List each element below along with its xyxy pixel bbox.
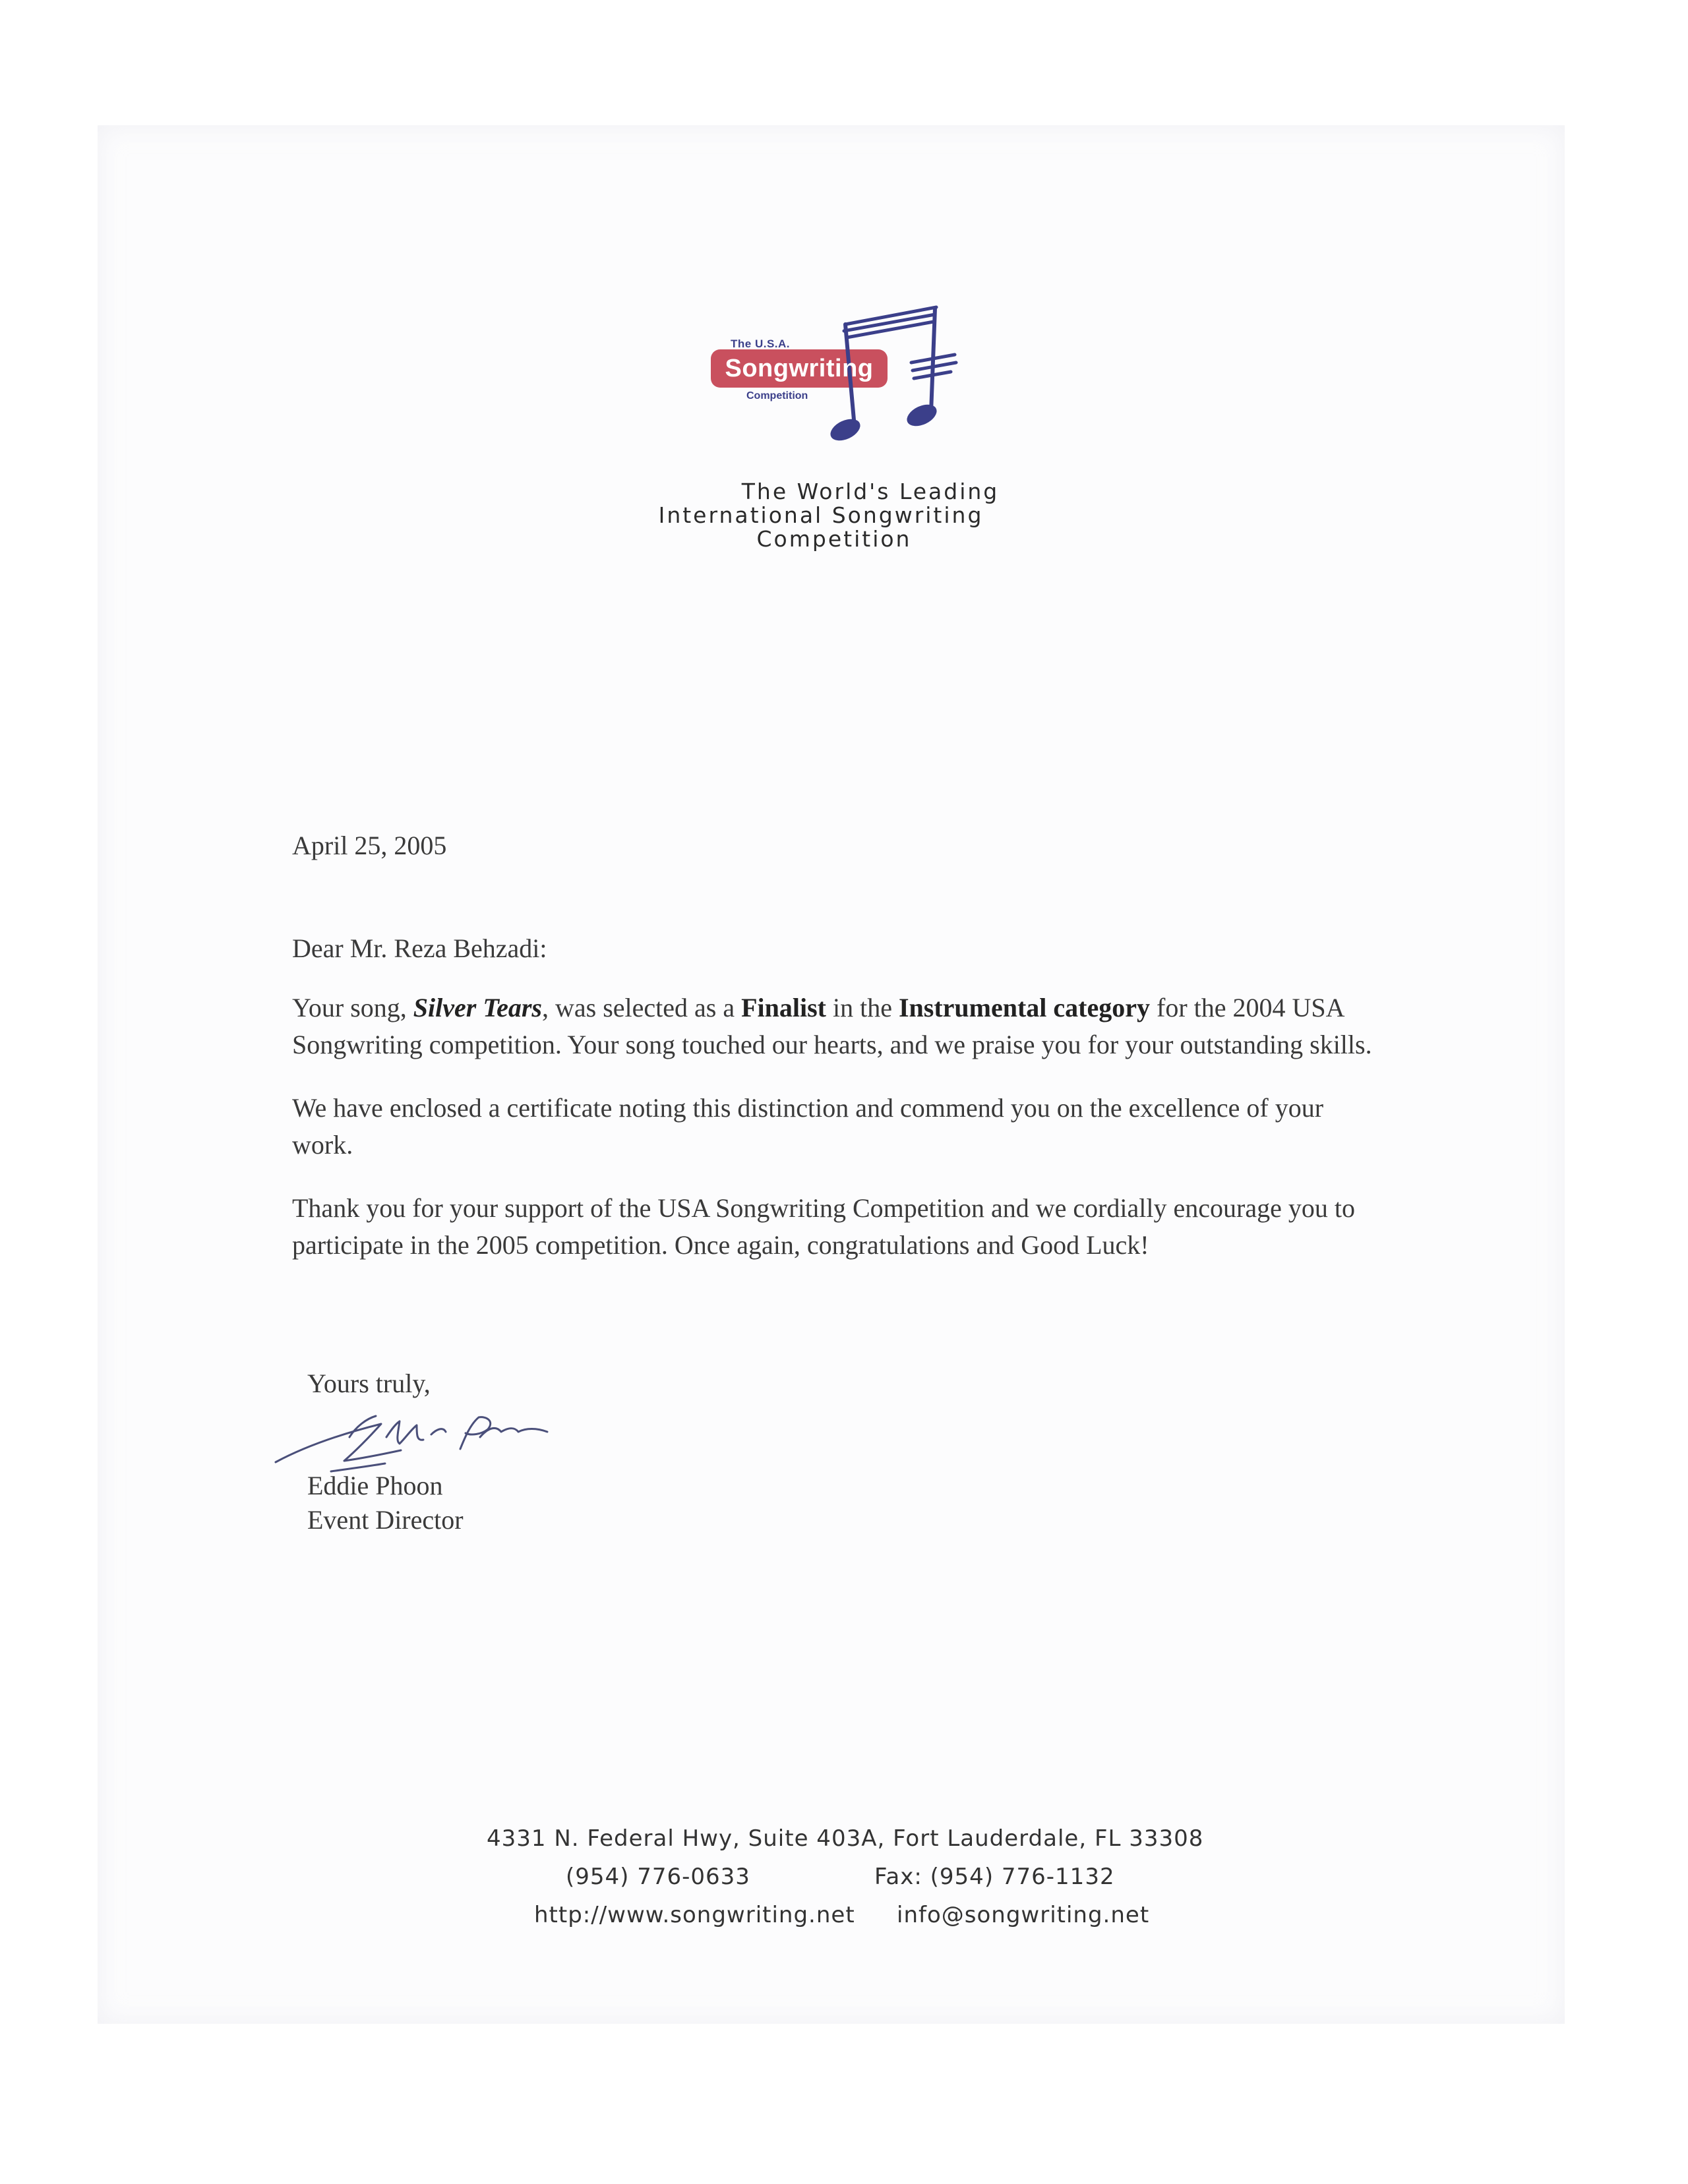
letter-date: April 25, 2005 xyxy=(292,831,447,860)
logo-text-usa: The U.S.A. xyxy=(731,338,791,350)
signer-name: Eddie Phoon xyxy=(307,1471,443,1500)
closing: Yours truly, xyxy=(307,1369,431,1398)
handwritten-signature xyxy=(270,1398,587,1477)
logo-text-songwriting: Songwriting xyxy=(725,355,874,382)
tagline-line-3: Competition xyxy=(756,526,912,552)
para1-text-4: for the 2004 USA Songwriting competition. Your song touched our hearts, and we praise you for your outstanding skills. xyxy=(292,993,1372,1059)
para1-text-3: in the xyxy=(826,993,899,1022)
signer-block xyxy=(307,1469,464,1537)
tagline-line-1: The World's Leading xyxy=(741,479,1000,504)
award-level: Finalist xyxy=(741,993,826,1022)
award-category: Instrumental category xyxy=(898,993,1151,1022)
logo-text-competition: Competition xyxy=(746,390,808,401)
song-title: Silver Tears xyxy=(413,993,542,1022)
footer-email-link[interactable]: info@songwriting.net xyxy=(897,1902,1150,1928)
salutation: Dear Mr. Reza Behzadi: xyxy=(292,933,547,963)
tagline-line-2: International Songwriting xyxy=(658,502,984,528)
footer-phone: (954) 776-0633 xyxy=(566,1864,750,1890)
tagline xyxy=(580,480,1108,551)
paragraph-certificate: We have enclosed a certificate noting this distinction and commend you on the excellence of your work. xyxy=(292,1093,1324,1160)
songwriting-logo xyxy=(699,297,976,461)
paragraph-thanks: Thank you for your support of the USA Songwriting Competition and we cordially encourage you to participate in the 2005 competition. Once again, congratulations and Good Luck! xyxy=(292,1193,1355,1260)
paragraph-finalist xyxy=(292,989,1373,1063)
letterhead-footer xyxy=(422,1819,1306,1934)
footer-fax: Fax: (954) 776-1132 xyxy=(874,1864,1115,1890)
signer-title: Event Director xyxy=(307,1505,464,1535)
footer-address: 4331 N. Federal Hwy, Suite 403A, Fort Lauderdale, FL 33308 xyxy=(487,1825,1204,1852)
letter-body xyxy=(292,827,1373,1290)
footer-website-link[interactable]: http://www.songwriting.net xyxy=(534,1902,855,1928)
para1-text-1: Your song, xyxy=(292,993,413,1022)
para1-text-2: , was selected as a xyxy=(541,993,742,1022)
